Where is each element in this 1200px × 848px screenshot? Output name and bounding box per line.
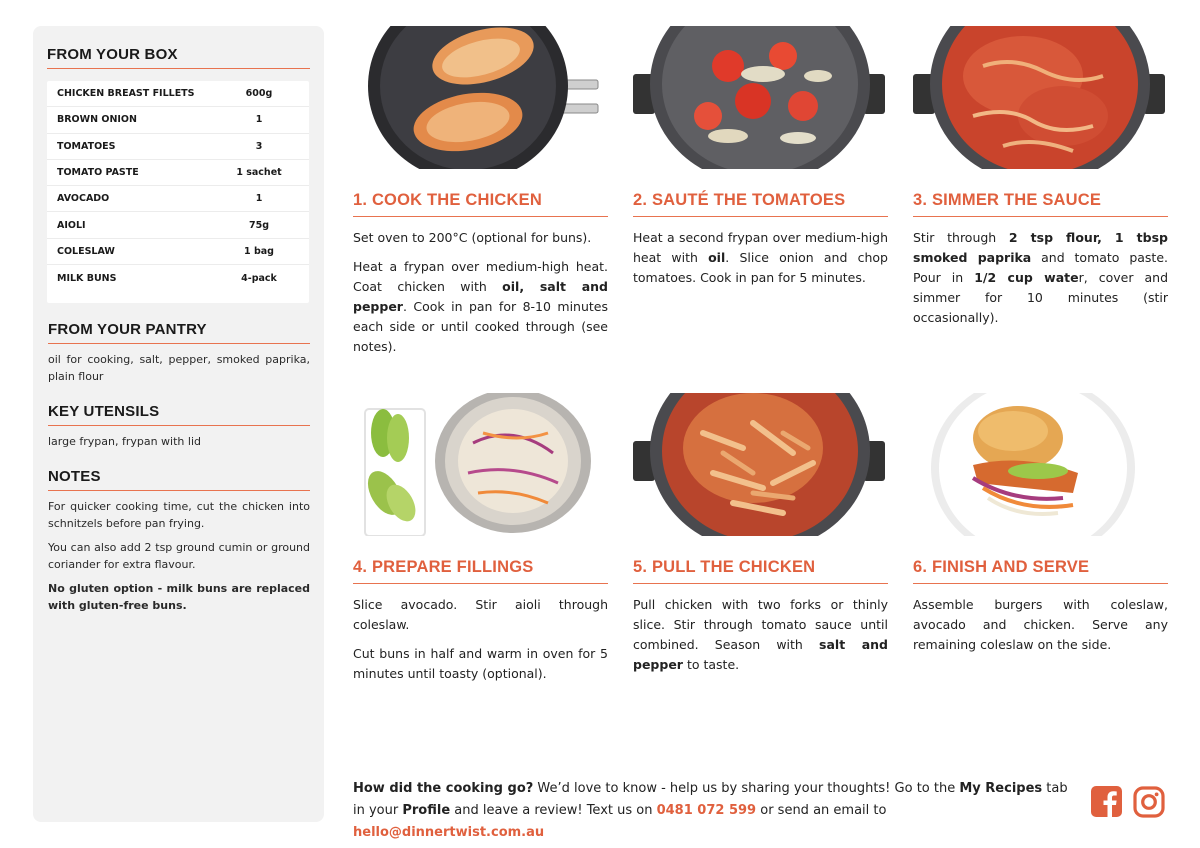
utensils-title: KEY UTENSILS	[48, 403, 310, 426]
ingredient-qty: 75g	[248, 219, 270, 231]
email-link[interactable]: hello@dinnertwist.com.au	[353, 825, 545, 840]
ingredient-qty: 1 sachet	[236, 167, 282, 179]
step-1-title: 1. COOK THE CHICKEN	[353, 191, 608, 217]
ingredient-row	[47, 212, 309, 238]
feedback-question: How did the cooking go?	[353, 781, 534, 796]
step-6-body	[913, 595, 1168, 655]
ingredient-name: AVOCADO	[57, 193, 110, 205]
step-2-para-1: Heat a second frypan over medium-high heat with oil. Slice onion and chop tomatoes. Cook in pan for 5 minutes.	[633, 230, 888, 285]
step-5-title: 5. PULL THE CHICKEN	[633, 558, 888, 584]
coleslaw-bowl-image	[353, 393, 608, 536]
step-6-para-1: Assemble burgers with coleslaw, avocado and chicken. Serve any remaining coleslaw on the side.	[913, 597, 1168, 652]
frypan-sauce-image	[913, 26, 1168, 169]
step-2-photo	[633, 26, 888, 169]
pantry-section	[47, 321, 310, 385]
frypan-tomatoes-image	[633, 26, 888, 169]
frypan-chicken-image	[353, 26, 608, 169]
ingredient-name: CHICKEN BREAST FILLETS	[57, 88, 195, 100]
facebook-link[interactable]	[1091, 786, 1122, 817]
step-4-para-2: Cut buns in half and warm in oven for 5 minutes until toasty (optional).	[353, 646, 608, 681]
pantry-title: FROM YOUR PANTRY	[48, 321, 310, 344]
step-5-para-1: Pull chicken with two forks or thinly slice. Stir through tomato sauce until combined. Season with salt and pepper to taste.	[633, 597, 888, 672]
ingredient-qty: 3	[255, 140, 263, 152]
instagram-icon	[1133, 786, 1165, 818]
step-3	[913, 26, 1168, 337]
ingredient-name: TOMATO PASTE	[57, 167, 139, 179]
step-5-photo	[633, 393, 888, 536]
step-4-body	[353, 595, 608, 684]
step-3-para-1: Stir through 2 tsp flour, 1 tbsp smoked paprika and tomato paste. Pour in 1/2 cup water, cover and simmer for 10 minutes (stir occasionally).	[913, 230, 1169, 325]
step-1-para-2: Heat a frypan over medium-high heat. Coat chicken with oil, salt and pepper. Cook in pan for 8-10 minutes each side or until cooked through (see notes).	[353, 259, 608, 354]
ingredient-row	[47, 134, 309, 160]
ingredient-row	[47, 239, 309, 265]
step-6	[913, 393, 1168, 664]
ingredient-qty: 1 bag	[244, 245, 274, 257]
notes-title: NOTES	[48, 468, 310, 491]
ingredient-name: TOMATOES	[57, 140, 116, 152]
ingredient-name: AIOLI	[57, 219, 86, 231]
instagram-link[interactable]	[1133, 786, 1165, 818]
step-1-photo	[353, 26, 608, 169]
step-1-body	[353, 228, 608, 357]
utensils-text: large frypan, frypan with lid	[48, 435, 201, 449]
utensils-section	[47, 403, 310, 450]
frypan-pulled-chicken-image	[633, 393, 888, 536]
step-3-body	[913, 228, 1168, 328]
ingredient-qty: 1	[255, 114, 263, 126]
my-recipes-link[interactable]: My Recipes	[959, 781, 1043, 796]
step-2	[633, 26, 888, 297]
burger-plate-image	[913, 393, 1168, 536]
ingredient-row	[47, 265, 309, 291]
step-2-body	[633, 228, 888, 288]
note-1: For quicker cooking time, cut the chicken into schnitzels before pan frying.	[48, 500, 310, 531]
step-4-title: 4. PREPARE FILLINGS	[353, 558, 608, 584]
ingredient-qty: 4-pack	[241, 272, 277, 284]
from-box-table	[47, 81, 309, 303]
ingredient-name: COLESLAW	[57, 245, 115, 257]
notes-text	[48, 498, 310, 614]
ingredient-qty: 1	[255, 193, 263, 205]
phone-link[interactable]: 0481 072 599	[656, 803, 757, 818]
step-1	[353, 26, 608, 366]
notes-section	[47, 468, 310, 614]
note-3: No gluten option - milk buns are replaced with gluten-free buns.	[48, 582, 310, 613]
ingredient-row	[47, 186, 309, 212]
step-5	[633, 393, 888, 684]
step-4-para-1: Slice avocado. Stir aioli through coleslaw.	[353, 597, 608, 632]
ingredients-sidebar	[33, 26, 324, 822]
step-1-para-1: Set oven to 200°C (optional for buns).	[353, 230, 592, 245]
profile-link[interactable]: Profile	[402, 803, 451, 818]
ingredient-row	[47, 107, 309, 133]
step-5-body	[633, 595, 888, 675]
step-3-photo	[913, 26, 1168, 169]
step-4-photo	[353, 393, 608, 536]
from-box-title: FROM YOUR BOX	[47, 46, 310, 69]
step-2-title: 2. SAUTÉ THE TOMATOES	[633, 191, 888, 217]
ingredient-row	[47, 160, 309, 186]
ingredient-qty: 600g	[245, 88, 273, 100]
step-6-title: 6. FINISH AND SERVE	[913, 558, 1168, 584]
feedback-footer: How did the cooking go? We’d love to know - help us by sharing your thoughts! Go to the My Recipes tab in your Profile and leave a review! Text us on 0481 072 599 or send an email to hello@dinnertwist.com.au	[353, 781, 1068, 840]
step-3-title: 3. SIMMER THE SAUCE	[913, 191, 1168, 217]
facebook-icon	[1091, 786, 1122, 817]
pantry-text: oil for cooking, salt, pepper, smoked paprika, plain flour	[48, 353, 310, 384]
ingredient-name: BROWN ONION	[57, 114, 137, 126]
note-2: You can also add 2 tsp ground cumin or ground coriander for extra flavour.	[48, 541, 310, 572]
step-6-photo	[913, 393, 1168, 536]
ingredient-name: MILK BUNS	[57, 272, 117, 284]
ingredient-row	[47, 81, 309, 107]
step-4	[353, 393, 608, 693]
